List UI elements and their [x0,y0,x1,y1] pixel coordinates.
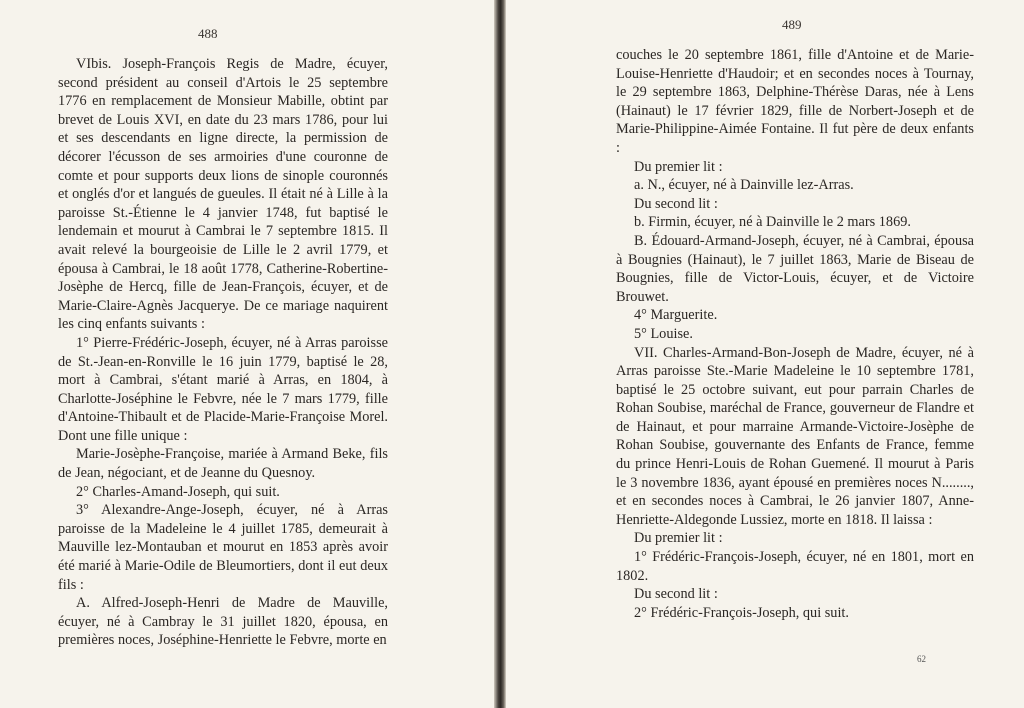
paragraph: 1° Frédéric-François-Joseph, écuyer, né en 1801, mort en 1802. [616,549,974,584]
left-page-text [58,55,388,650]
left-page [0,0,494,708]
paragraph: 3° Alexandre-Ange-Joseph, écuyer, né à Arras paroisse de la Madeleine le 4 juillet 1785, demeurait à Mauville lez-Montauban et mourut en 1853 après avoir été marié à Marie-Odile de Bleumortiers, dont il eut deux fils : [58,502,388,593]
right-page-text [616,46,974,622]
paragraph: VIbis. Joseph-François Regis de Madre, écuyer, second président au conseil d'Artois le 25 septembre 1776 en remplacement de Monsieur Mabille, obtint par brevet de Louis XVI, en date du 23 mars 1786, pour lui et ses descendants en ligne directe, la permission de décorer l'écusson de ses armoiries d'une couronne de comte et pour supports deux lions de sinople couronnés et onglés d'or et langués de gueules. Il était né à Lille à la paroisse St.-Étienne le 4 janvier 1748, fut baptisé le lendemain et mourut à Cambrai le 7 septembre 1815. Il avait relevé la bourgeoisie de Lille le 2 avril 1779, et épousa à Cambrai, le 18 août 1778, Catherine-Robertine-Josèphe de Hercq, fille de Jean-François, écuyer, et de Marie-Claire-Agnès Jacquerye. De ce mariage naquirent les cinq enfants suivants : [58,56,388,333]
paragraph: Du premier lit : [634,158,723,175]
right-page-number: 489 [782,17,802,32]
paragraph: A. Alfred-Joseph-Henri de Madre de Mauville, écuyer, né à Cambray le 31 juillet 1820, épousa, en premières noces, Joséphine-Henriette le Febvre, morte en [58,595,388,649]
book-gutter [494,0,506,708]
paragraph: Du premier lit : [634,530,723,547]
paragraph: 2° Charles-Amand-Joseph, qui suit. [76,483,280,500]
paragraph: VII. Charles-Armand-Bon-Joseph de Madre, écuyer, né à Arras paroisse Ste.-Marie Madeleine le 10 septembre 1781, baptisé le 25 octobre suivant, eut pour parrain Charles de Rohan Soubise, maréchal de France, gouverneur de Flandre et de Hainaut, et pour marraine Armande-Victoire-Josèphe de Rohan Soubise, gouvernante des Enfants de France, femme du prince Henri-Louis de Rohan Guemené. Il mourut à Paris le 3 novembre 1836, ayant épousé en premières noces N........, et en secondes noces à Cambrai, le 26 janvier 1807, Anne-Henriette-Aldegonde Lussiez, morte en 1818. Il laissa : [616,344,974,528]
signature-mark: 62 [917,654,926,664]
paragraph: Du second lit : [634,586,718,603]
paragraph: b. Firmin, écuyer, né à Dainville le 2 mars 1869. [634,214,911,231]
paragraph: 4° Marguerite. [634,307,718,324]
paragraph: couches le 20 septembre 1861, fille d'Antoine et de Marie-Louise-Henriette d'Haudoir; et en secondes noces à Tournay, le 29 septembre 1863, Delphine-Thérèse Daras, née à Lens (Hainaut) le 17 février 1829, fille de Norbert-Joseph et de Marie-Philippine-Aimée Fontaine. Il fut père de deux enfants : [616,47,974,156]
paragraph: a. N., écuyer, né à Dainville lez-Arras. [634,177,854,194]
right-page [506,0,1024,708]
paragraph: Du second lit : [634,195,718,212]
left-page-number: 488 [198,26,218,41]
paragraph: 2° Frédéric-François-Joseph, qui suit. [634,604,849,621]
paragraph: Marie-Josèphe-Françoise, mariée à Armand Beke, fils de Jean, négociant, et de Jeanne du Quesnoy. [58,446,388,482]
paragraph: 5° Louise. [634,325,693,342]
paragraph: B. Édouard-Armand-Joseph, écuyer, né à Cambrai, épousa à Bougnies (Hainaut), le 7 juillet 1863, Marie de Biseau de Bougnies, fille de Victor-Louis, écuyer, et de Victoire Brouwet. [616,232,974,305]
paragraph: 1° Pierre-Frédéric-Joseph, écuyer, né à Arras paroisse de St.-Jean-en-Ronville le 16 juin 1779, baptisé le 28, mort à Cambrai, s'étant marié à Arras, en 1804, à Charlotte-Joséphine le Febvre, née le 7 mars 1779, fille d'Antoine-Thibault et de Placide-Marie-Françoise Morel. Dont une fille unique : [58,334,388,444]
